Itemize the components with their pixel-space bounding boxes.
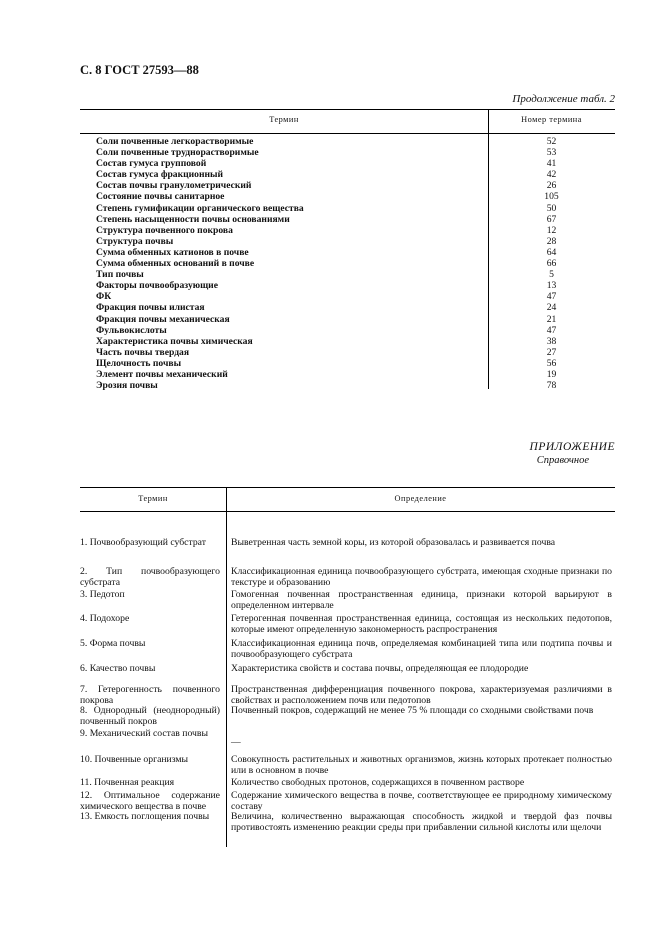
index-term-number: 66: [546, 258, 557, 270]
definition-term: 8. Однородный (неоднородный) почвенный покров: [80, 705, 220, 728]
index-term-number: 78: [546, 380, 557, 392]
definition-text: Пространственная дифференциация почвенного покрова, характеризуемая различиями в свойствах и расположением почв или педотопов: [231, 684, 612, 707]
index-term: Структура почвы: [96, 235, 174, 247]
definition-row: [80, 728, 615, 753]
index-table-row: [80, 147, 615, 158]
index-table-row: [80, 203, 615, 214]
index-table-row: [80, 380, 615, 391]
index-term-number: 64: [546, 246, 557, 258]
index-term: Состав гумуса фракционный: [96, 169, 224, 181]
table-continuation-note: Продолжение табл. 2: [512, 93, 615, 105]
definition-term: 13. Емкость поглощения почвы: [80, 811, 210, 822]
definition-term: 12. Оптимальное содержание химического вещества в почве: [80, 790, 220, 813]
index-term-number: 42: [546, 169, 557, 181]
index-table-row: [80, 236, 615, 247]
index-term-number: 67: [546, 213, 557, 225]
index-term: Состояние почвы санитарное: [96, 191, 225, 203]
definition-term: 6. Качество почвы: [80, 663, 156, 674]
definition-term: 10. Почвенные организмы: [80, 754, 189, 765]
index-term-number: 47: [546, 324, 557, 336]
index-term-number: 26: [546, 180, 557, 192]
index-term: Часть почвы твердая: [96, 346, 190, 358]
index-table-row: [80, 158, 615, 169]
index-table-row: [80, 325, 615, 336]
definition-text: Содержание химического вещества в почве, соответствующее ее природному химическому составу: [231, 790, 612, 813]
index-table-row: [80, 269, 615, 280]
definition-text: Выветренная часть земной коры, из которой образовалась и развивается почва: [231, 537, 556, 548]
definition-term: 4. Подохоре: [80, 613, 130, 624]
definition-text: Классификационная единица почвообразующего субстрата, имеющая сходные признаки по текстуре и образованию: [231, 566, 612, 589]
index-term: Сумма обменных катионов в почве: [96, 246, 249, 258]
page-header: С. 8 ГОСТ 27593—88: [80, 63, 199, 77]
index-term-number: 24: [546, 302, 557, 314]
index-term: Структура почвенного покрова: [96, 224, 233, 236]
index-table-body: [80, 134, 615, 391]
term-index-table: [80, 109, 615, 391]
definition-term: 2. Тип почвообразующего субстрата: [80, 566, 220, 589]
definitions-col-term-header: Термин: [138, 494, 168, 503]
index-table-row: [80, 136, 615, 147]
definition-text: —: [231, 737, 241, 748]
definition-text: Гомогенная почвенная пространственная единица, признаки которой варьируют в определенном интервале: [231, 589, 612, 612]
definition-term: 1. Почвообразующий субстрат: [80, 537, 206, 548]
index-table-row: [80, 314, 615, 325]
index-term: Сумма обменных оснований в почве: [96, 258, 255, 270]
definition-text: Почвенный покров, содержащий не менее 75 % площади со сходными свойствами почв: [231, 705, 594, 716]
index-term: Эрозия почвы: [96, 380, 158, 392]
index-table-row: [80, 280, 615, 291]
index-term: Степень гумификации органического вещества: [96, 202, 304, 214]
index-term: Характеристика почвы химическая: [96, 335, 253, 347]
index-table-row: [80, 258, 615, 269]
definition-row: [80, 790, 615, 811]
definition-row: [80, 754, 615, 777]
definition-row: [80, 777, 615, 790]
index-term-number: 52: [546, 136, 557, 147]
index-term: Соли почвенные легкорастворимые: [96, 136, 254, 147]
definition-row: [80, 684, 615, 705]
definitions-table-header: [80, 487, 615, 512]
index-term-number: 50: [546, 202, 557, 214]
index-term-number: 105: [544, 191, 559, 203]
index-term-number: 5: [549, 269, 554, 281]
index-term-number: 38: [546, 335, 557, 347]
definition-text: Классификационная единица почв, определяемая комбинацией типа или подтипа почвы и почвообразующего субстрата: [231, 638, 612, 661]
index-table-row: [80, 369, 615, 380]
index-term-number: 27: [546, 346, 557, 358]
index-table-row: [80, 302, 615, 313]
definition-term: 3. Педотоп: [80, 589, 125, 600]
definition-row: [80, 638, 615, 663]
index-table-row: [80, 214, 615, 225]
definition-term: 11. Почвенная реакция: [80, 777, 175, 788]
index-table-header: [80, 109, 615, 134]
index-term: ФК: [96, 291, 112, 303]
index-table-row: [80, 169, 615, 180]
definition-row: [80, 613, 615, 638]
index-term: Степень насыщенности почвы основаниями: [96, 213, 290, 225]
index-table-row: [80, 347, 615, 358]
index-table-row: [80, 358, 615, 369]
index-term-number: 56: [546, 357, 557, 369]
index-term-number: 19: [546, 368, 557, 380]
index-col-number-header: Номер термина: [521, 115, 582, 124]
index-term: Элемент почвы механический: [96, 368, 228, 380]
index-term: Фракция почвы механическая: [96, 313, 230, 325]
definition-text: Количество свободных протонов, содержащихся в почвенном растворе: [231, 777, 525, 788]
index-term: Факторы почвообразующие: [96, 280, 218, 292]
index-term-number: 41: [546, 158, 557, 170]
definition-row: [80, 589, 615, 613]
appendix-title: ПРИЛОЖЕНИЕ: [529, 441, 615, 453]
index-term: Фракция почвы илистая: [96, 302, 205, 314]
index-table-row: [80, 180, 615, 191]
definition-row: [80, 663, 615, 683]
definition-text: Совокупность растительных и животных организмов, жизнь которых протекает полностью или в основном в почве: [231, 754, 612, 777]
index-term: Фульвокислоты: [96, 324, 167, 336]
appendix-subtitle: Справочное: [536, 455, 589, 466]
index-term-number: 12: [546, 224, 557, 236]
definition-row: [80, 811, 615, 846]
index-term-number: 13: [546, 280, 557, 292]
index-term-number: 28: [546, 235, 557, 247]
index-term: Соли почвенные труднорастворимые: [96, 147, 259, 159]
definition-term: 9. Механический состав почвы: [80, 728, 209, 739]
definitions-col-definition-header: Определение: [394, 494, 447, 503]
index-term: Щелочность почвы: [96, 357, 182, 369]
definitions-table: [80, 487, 615, 834]
definition-row: [80, 705, 615, 728]
index-table-row: [80, 191, 615, 202]
definition-term: 5. Форма почвы: [80, 638, 146, 649]
index-table-row: [80, 225, 615, 236]
index-col-term-header: Термин: [269, 115, 299, 124]
index-term-number: 47: [546, 291, 557, 303]
index-table-row: [80, 291, 615, 302]
definition-term: 7. Гетерогенность почвенного покрова: [80, 684, 220, 707]
index-term: Состав гумуса групповой: [96, 158, 207, 170]
definition-text: Гетерогенная почвенная пространственная единица, состоящая из нескольких педотопов, которые имеют определенную закономерность распространения: [231, 613, 612, 636]
index-term: Состав почвы гранулометрический: [96, 180, 252, 192]
definition-row: [80, 537, 615, 565]
index-term-number: 21: [546, 313, 557, 325]
index-table-row: [80, 336, 615, 347]
index-term: Тип почвы: [96, 269, 144, 281]
definition-text: Характеристика свойств и состава почвы, определяющая ее плодородие: [231, 663, 529, 674]
index-table-row: [80, 247, 615, 258]
index-term-number: 53: [546, 147, 557, 159]
definition-text: Величина, количественно выражающая способность жидкой и твердой фаз почвы противостоять изменению реакции среды при прибавлении сильной кислоты или щелочи: [231, 811, 612, 834]
